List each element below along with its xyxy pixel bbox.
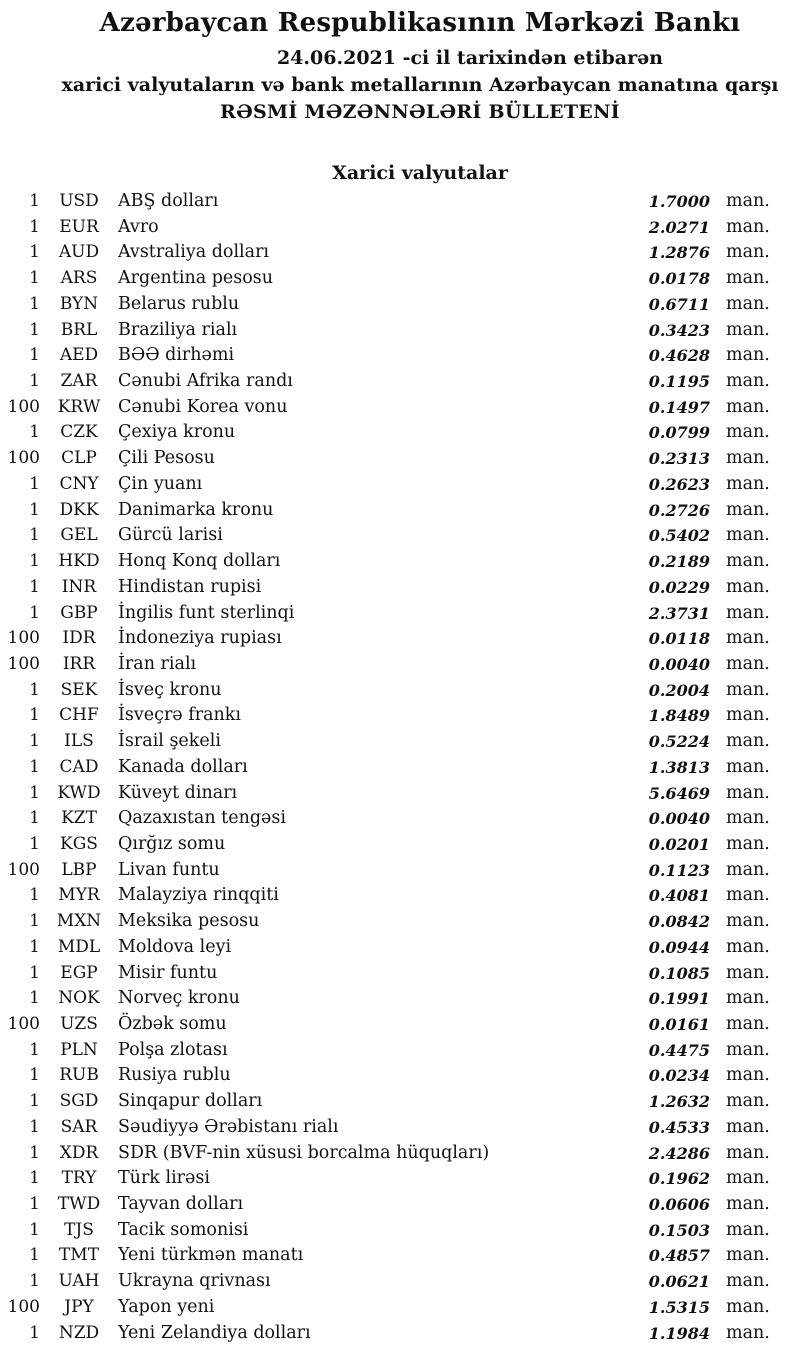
unit-cell: man. bbox=[726, 1091, 770, 1112]
rate-cell: 0.0201 bbox=[648, 834, 710, 854]
quantity-cell: 1 bbox=[29, 1322, 40, 1343]
currency-code-cell: EGP bbox=[60, 962, 98, 983]
quantity-cell: 1 bbox=[29, 293, 40, 314]
currency-name-cell: Misir funtu bbox=[118, 962, 218, 983]
page-title: Azərbaycan Respublikasının Mərkəzi Bankı bbox=[99, 8, 741, 38]
table-row bbox=[0, 601, 800, 627]
currency-name-cell: Küveyt dinarı bbox=[118, 782, 238, 803]
quantity-cell: 1 bbox=[29, 371, 40, 392]
rate-cell: 0.2726 bbox=[648, 500, 710, 520]
quantity-cell: 1 bbox=[29, 1065, 40, 1086]
quantity-cell: 1 bbox=[29, 1219, 40, 1240]
table-row bbox=[0, 935, 800, 961]
rate-cell: 1.3813 bbox=[648, 757, 710, 777]
quantity-cell: 1 bbox=[29, 268, 40, 289]
quantity-cell: 1 bbox=[29, 551, 40, 572]
currency-code-cell: NZD bbox=[58, 1322, 100, 1343]
currency-name-cell: İran rialı bbox=[118, 653, 197, 674]
quantity-cell: 1 bbox=[29, 936, 40, 957]
currency-name-cell: Yeni türkmən manatı bbox=[118, 1245, 304, 1266]
rate-cell: 0.6711 bbox=[648, 294, 710, 314]
unit-cell: man. bbox=[726, 216, 770, 237]
document-header bbox=[20, 0, 800, 123]
table-row bbox=[0, 395, 800, 421]
currency-code-cell: GBP bbox=[60, 602, 98, 623]
quantity-cell: 1 bbox=[29, 679, 40, 700]
rate-cell: 0.4628 bbox=[648, 346, 710, 366]
table-row bbox=[0, 755, 800, 781]
currency-name-cell: Yeni Zelandiya dolları bbox=[118, 1322, 311, 1343]
rate-cell: 0.3423 bbox=[648, 320, 710, 340]
table-row bbox=[0, 498, 800, 524]
rate-cell: 0.0234 bbox=[648, 1066, 710, 1086]
rate-cell: 0.1497 bbox=[648, 397, 710, 417]
currency-name-cell: Belarus rublu bbox=[118, 293, 240, 314]
table-row bbox=[0, 729, 800, 755]
unit-cell: man. bbox=[726, 422, 770, 443]
rate-cell: 0.0178 bbox=[648, 269, 710, 289]
quantity-cell: 1 bbox=[29, 319, 40, 340]
quantity-cell: 100 bbox=[7, 396, 40, 417]
unit-cell: man. bbox=[726, 1296, 770, 1317]
unit-cell: man. bbox=[726, 525, 770, 546]
quantity-cell: 1 bbox=[29, 473, 40, 494]
unit-cell: man. bbox=[726, 293, 770, 314]
table-row bbox=[0, 266, 800, 292]
currency-code-cell: GEL bbox=[60, 525, 98, 546]
unit-cell: man. bbox=[726, 756, 770, 777]
unit-cell: man. bbox=[726, 1039, 770, 1060]
rate-cell: 0.0040 bbox=[648, 654, 710, 674]
table-row bbox=[0, 549, 800, 575]
currency-name-cell: Sinqapur dolları bbox=[118, 1091, 263, 1112]
rate-cell: 0.0606 bbox=[648, 1195, 710, 1215]
unit-cell: man. bbox=[726, 1168, 770, 1189]
rate-cell: 0.4081 bbox=[648, 886, 710, 906]
unit-cell: man. bbox=[726, 936, 770, 957]
table-row bbox=[0, 1012, 800, 1038]
rate-cell: 2.3731 bbox=[648, 603, 710, 623]
currency-name-cell: Malayziya rinqqiti bbox=[118, 885, 279, 906]
quantity-cell: 100 bbox=[7, 448, 40, 469]
unit-cell: man. bbox=[726, 396, 770, 417]
unit-cell: man. bbox=[726, 653, 770, 674]
rate-cell: 0.1962 bbox=[648, 1169, 710, 1189]
rate-cell: 0.2004 bbox=[648, 680, 710, 700]
quantity-cell: 100 bbox=[7, 1296, 40, 1317]
currency-name-cell: Avstraliya dolları bbox=[118, 242, 270, 263]
unit-cell: man. bbox=[726, 679, 770, 700]
currency-code-cell: SEK bbox=[60, 679, 98, 700]
unit-cell: man. bbox=[726, 705, 770, 726]
currency-code-cell: CNY bbox=[59, 473, 99, 494]
currency-code-cell: IDR bbox=[62, 628, 96, 649]
quantity-cell: 1 bbox=[29, 911, 40, 932]
currency-code-cell: HKD bbox=[58, 551, 100, 572]
quantity-cell: 1 bbox=[29, 345, 40, 366]
rate-cell: 0.1085 bbox=[648, 963, 710, 983]
currency-code-cell: LBP bbox=[61, 859, 97, 880]
currency-name-cell: Qazaxıstan tengəsi bbox=[118, 808, 286, 829]
unit-cell: man. bbox=[726, 628, 770, 649]
currency-code-cell: ARS bbox=[60, 268, 98, 289]
table-row bbox=[0, 1321, 800, 1347]
quantity-cell: 1 bbox=[29, 422, 40, 443]
currency-code-cell: MXN bbox=[56, 911, 102, 932]
rate-cell: 0.4533 bbox=[648, 1117, 710, 1137]
quantity-cell: 1 bbox=[29, 833, 40, 854]
currency-code-cell: BRL bbox=[60, 319, 98, 340]
currency-name-cell: Səudiyyə Ərəbistanı rialı bbox=[118, 1116, 339, 1137]
currency-name-cell: Gürcü larisi bbox=[118, 525, 223, 546]
rate-cell: 2.0271 bbox=[648, 217, 710, 237]
currency-code-cell: XDR bbox=[59, 1142, 99, 1163]
currency-code-cell: EUR bbox=[59, 216, 99, 237]
currency-name-cell: Türk lirəsi bbox=[118, 1168, 210, 1189]
unit-cell: man. bbox=[726, 268, 770, 289]
rate-cell: 0.0040 bbox=[648, 809, 710, 829]
scope-line: xarici valyutaların və bank metallarının Azərbaycan manatına qarşı bbox=[61, 74, 779, 96]
currency-name-cell: Kanada dolları bbox=[118, 756, 248, 777]
currency-name-cell: Polşa zlotası bbox=[118, 1039, 228, 1060]
currency-name-cell: İngilis funt sterlinqi bbox=[118, 602, 295, 623]
currency-name-cell: Livan funtu bbox=[118, 859, 220, 880]
unit-cell: man. bbox=[726, 1219, 770, 1240]
table-row bbox=[0, 806, 800, 832]
currency-code-cell: CZK bbox=[60, 422, 98, 443]
currency-name-cell: Braziliya rialı bbox=[118, 319, 238, 340]
rate-cell: 0.0229 bbox=[648, 577, 710, 597]
section-title-foreign-currencies: Xarici valyutalar bbox=[332, 162, 508, 184]
unit-cell: man. bbox=[726, 473, 770, 494]
unit-cell: man. bbox=[726, 1116, 770, 1137]
rate-cell: 0.1991 bbox=[648, 989, 710, 1009]
table-row bbox=[0, 1192, 800, 1218]
currency-name-cell: Avro bbox=[118, 216, 159, 237]
rate-cell: 0.2313 bbox=[648, 449, 710, 469]
currency-code-cell: DKK bbox=[59, 499, 99, 520]
table-row bbox=[0, 678, 800, 704]
unit-cell: man. bbox=[726, 859, 770, 880]
currency-name-cell: Çin yuanı bbox=[118, 473, 203, 494]
rate-cell: 1.1984 bbox=[648, 1323, 710, 1343]
currency-name-cell: İsrail şekeli bbox=[118, 731, 221, 752]
unit-cell: man. bbox=[726, 885, 770, 906]
unit-cell: man. bbox=[726, 345, 770, 366]
table-row bbox=[0, 652, 800, 678]
quantity-cell: 1 bbox=[29, 1168, 40, 1189]
rate-cell: 5.6469 bbox=[648, 783, 710, 803]
table-row bbox=[0, 703, 800, 729]
table-row bbox=[0, 1038, 800, 1064]
currency-code-cell: BYN bbox=[59, 293, 99, 314]
quantity-cell: 1 bbox=[29, 1194, 40, 1215]
rate-cell: 0.1123 bbox=[648, 860, 710, 880]
currency-code-cell: KGS bbox=[60, 833, 98, 854]
currency-name-cell: İsveç kronu bbox=[118, 679, 222, 700]
currency-code-cell: KWD bbox=[57, 782, 101, 803]
unit-cell: man. bbox=[726, 1322, 770, 1343]
unit-cell: man. bbox=[726, 833, 770, 854]
currency-name-cell: Tacik somonisi bbox=[118, 1219, 249, 1240]
currency-code-cell: JPY bbox=[64, 1296, 94, 1317]
unit-cell: man. bbox=[726, 448, 770, 469]
rate-cell: 0.0118 bbox=[648, 629, 710, 649]
currency-name-cell: Rusiya rublu bbox=[118, 1065, 231, 1086]
unit-cell: man. bbox=[726, 242, 770, 263]
currency-name-cell: Norveç kronu bbox=[118, 988, 240, 1009]
quantity-cell: 100 bbox=[7, 628, 40, 649]
quantity-cell: 1 bbox=[29, 242, 40, 263]
rate-cell: 0.2623 bbox=[648, 474, 710, 494]
currency-name-cell: İsveçrə frankı bbox=[118, 705, 241, 726]
table-row bbox=[0, 1089, 800, 1115]
currency-name-cell: Cənubi Korea vonu bbox=[118, 396, 288, 417]
unit-cell: man. bbox=[726, 576, 770, 597]
currency-code-cell: INR bbox=[61, 576, 97, 597]
table-row bbox=[0, 1243, 800, 1269]
unit-cell: man. bbox=[726, 988, 770, 1009]
rate-cell: 2.4286 bbox=[648, 1143, 710, 1163]
currency-name-cell: Ukrayna qrivnası bbox=[118, 1271, 271, 1292]
rate-cell: 0.4475 bbox=[648, 1040, 710, 1060]
currency-code-cell: KZT bbox=[61, 808, 97, 829]
quantity-cell: 1 bbox=[29, 1271, 40, 1292]
rate-cell: 0.0944 bbox=[648, 937, 710, 957]
unit-cell: man. bbox=[726, 551, 770, 572]
currency-code-cell: SGD bbox=[59, 1091, 99, 1112]
quantity-cell: 1 bbox=[29, 731, 40, 752]
currency-name-cell: Argentina pesosu bbox=[118, 268, 274, 289]
quantity-cell: 1 bbox=[29, 988, 40, 1009]
currency-code-cell: CLP bbox=[61, 448, 97, 469]
rate-cell: 0.5402 bbox=[648, 526, 710, 546]
quantity-cell: 1 bbox=[29, 962, 40, 983]
unit-cell: man. bbox=[726, 499, 770, 520]
currency-code-cell: MYR bbox=[58, 885, 100, 906]
currency-code-cell: USD bbox=[59, 191, 99, 211]
rate-cell: 1.8489 bbox=[648, 706, 710, 726]
table-row bbox=[0, 1115, 800, 1141]
unit-cell: man. bbox=[726, 602, 770, 623]
quantity-cell: 1 bbox=[29, 1142, 40, 1163]
table-row bbox=[0, 420, 800, 446]
currency-name-cell: Çexiya kronu bbox=[118, 422, 236, 443]
table-row bbox=[0, 1141, 800, 1167]
table-row bbox=[0, 1166, 800, 1192]
quantity-cell: 1 bbox=[29, 576, 40, 597]
currency-code-cell: ZAR bbox=[60, 371, 98, 392]
currency-name-cell: Tayvan dolları bbox=[118, 1194, 244, 1215]
quantity-cell: 100 bbox=[7, 859, 40, 880]
currency-code-cell: PLN bbox=[60, 1039, 98, 1060]
table-row bbox=[0, 626, 800, 652]
currency-name-cell: Özbək somu bbox=[118, 1014, 227, 1034]
currency-code-cell: AUD bbox=[58, 242, 100, 263]
quantity-cell: 1 bbox=[29, 782, 40, 803]
rate-cell: 0.5224 bbox=[648, 732, 710, 752]
table-row bbox=[0, 369, 800, 395]
currency-name-cell: Moldova leyi bbox=[118, 936, 232, 957]
quantity-cell: 1 bbox=[29, 525, 40, 546]
rate-cell: 0.0161 bbox=[648, 1015, 710, 1034]
table-row bbox=[0, 986, 800, 1012]
table-row bbox=[0, 240, 800, 266]
currency-code-cell: CAD bbox=[59, 756, 99, 777]
table-row bbox=[0, 883, 800, 909]
table-row bbox=[0, 909, 800, 935]
currency-name-cell: Yapon yeni bbox=[118, 1296, 215, 1317]
currency-code-cell: TRY bbox=[61, 1168, 97, 1189]
table-row bbox=[0, 189, 800, 215]
table-row bbox=[0, 1063, 800, 1089]
unit-cell: man. bbox=[726, 371, 770, 392]
currency-name-cell: Danimarka kronu bbox=[118, 499, 274, 520]
currency-code-cell: IRR bbox=[62, 653, 96, 674]
unit-cell: man. bbox=[726, 782, 770, 803]
rate-cell: 0.0621 bbox=[648, 1272, 710, 1292]
currency-code-cell: KRW bbox=[57, 396, 101, 417]
currency-name-cell: Hindistan rupisi bbox=[118, 576, 262, 597]
currency-name-cell: Çili Pesosu bbox=[118, 448, 215, 469]
currency-code-cell: SAR bbox=[60, 1116, 98, 1137]
currency-name-cell: Meksika pesosu bbox=[118, 911, 260, 932]
quantity-cell: 1 bbox=[29, 499, 40, 520]
rate-cell: 1.5315 bbox=[648, 1297, 710, 1317]
table-row bbox=[0, 961, 800, 987]
unit-cell: man. bbox=[726, 1245, 770, 1266]
bulletin-title: RƏSMİ MƏZƏNNƏLƏRİ BÜLLETENİ bbox=[220, 101, 620, 123]
table-row bbox=[0, 781, 800, 807]
unit-cell: man. bbox=[726, 808, 770, 829]
rate-cell: 0.0799 bbox=[648, 423, 710, 443]
quantity-cell: 100 bbox=[7, 653, 40, 674]
quantity-cell: 100 bbox=[7, 1014, 40, 1034]
quantity-cell: 1 bbox=[29, 1091, 40, 1112]
quantity-cell: 1 bbox=[29, 1116, 40, 1137]
currency-code-cell: TWD bbox=[57, 1194, 101, 1215]
unit-cell: man. bbox=[726, 1065, 770, 1086]
table-row bbox=[0, 292, 800, 318]
rate-cell: 0.4857 bbox=[648, 1246, 710, 1266]
currency-code-cell: TMT bbox=[58, 1245, 100, 1266]
table-row bbox=[0, 1269, 800, 1295]
currency-name-cell: Honq Konq dolları bbox=[118, 551, 281, 572]
currency-code-cell: MDL bbox=[57, 936, 101, 957]
unit-cell: man. bbox=[726, 191, 770, 211]
currency-name-cell: Qırğız somu bbox=[118, 833, 226, 854]
quantity-cell: 1 bbox=[29, 808, 40, 829]
table-row bbox=[0, 215, 800, 241]
quantity-cell: 1 bbox=[29, 1245, 40, 1266]
rates-table bbox=[0, 189, 800, 1346]
table-row bbox=[0, 343, 800, 369]
currency-code-cell: CHF bbox=[59, 705, 99, 726]
unit-cell: man. bbox=[726, 319, 770, 340]
rate-cell: 0.0842 bbox=[648, 912, 710, 932]
quantity-cell: 1 bbox=[29, 756, 40, 777]
currency-name-cell: SDR (BVF-nin xüsusi borcalma hüquqları) bbox=[118, 1142, 490, 1163]
rate-cell: 0.1503 bbox=[648, 1220, 710, 1240]
currency-name-cell: İndoneziya rupiası bbox=[118, 628, 282, 649]
currency-code-cell: UZS bbox=[60, 1014, 98, 1034]
table-row bbox=[0, 1218, 800, 1244]
quantity-cell: 1 bbox=[29, 705, 40, 726]
currency-code-cell: NOK bbox=[58, 988, 100, 1009]
rate-cell: 1.2632 bbox=[648, 1092, 710, 1112]
unit-cell: man. bbox=[726, 1142, 770, 1163]
table-row bbox=[0, 318, 800, 344]
rate-cell: 0.1195 bbox=[648, 372, 710, 392]
unit-cell: man. bbox=[726, 1194, 770, 1215]
currency-code-cell: RUB bbox=[59, 1065, 99, 1086]
currency-code-cell: TJS bbox=[64, 1219, 94, 1240]
unit-cell: man. bbox=[726, 911, 770, 932]
currency-code-cell: ILS bbox=[64, 731, 94, 752]
unit-cell: man. bbox=[726, 962, 770, 983]
currency-name-cell: BƏƏ dirhəmi bbox=[118, 345, 235, 366]
rate-cell: 1.2876 bbox=[648, 243, 710, 263]
rate-cell: 1.7000 bbox=[648, 192, 710, 211]
table-row bbox=[0, 446, 800, 472]
quantity-cell: 1 bbox=[29, 216, 40, 237]
quantity-cell: 1 bbox=[29, 1039, 40, 1060]
table-row bbox=[0, 523, 800, 549]
table-row bbox=[0, 1295, 800, 1321]
table-row bbox=[0, 472, 800, 498]
currency-name-cell: Cənubi Afrika randı bbox=[118, 371, 293, 392]
table-row bbox=[0, 858, 800, 884]
table-row bbox=[0, 832, 800, 858]
unit-cell: man. bbox=[726, 731, 770, 752]
table-row bbox=[0, 575, 800, 601]
currency-code-cell: UAH bbox=[58, 1271, 100, 1292]
currency-code-cell: AED bbox=[59, 345, 99, 366]
rate-cell: 0.2189 bbox=[648, 552, 710, 572]
effective-date-line: 24.06.2021 -ci il tarixindən etibarən bbox=[276, 47, 663, 69]
unit-cell: man. bbox=[726, 1271, 770, 1292]
unit-cell: man. bbox=[726, 1014, 770, 1034]
currency-name-cell: ABŞ dolları bbox=[118, 191, 219, 211]
quantity-cell: 1 bbox=[29, 191, 40, 211]
quantity-cell: 1 bbox=[29, 602, 40, 623]
quantity-cell: 1 bbox=[29, 885, 40, 906]
